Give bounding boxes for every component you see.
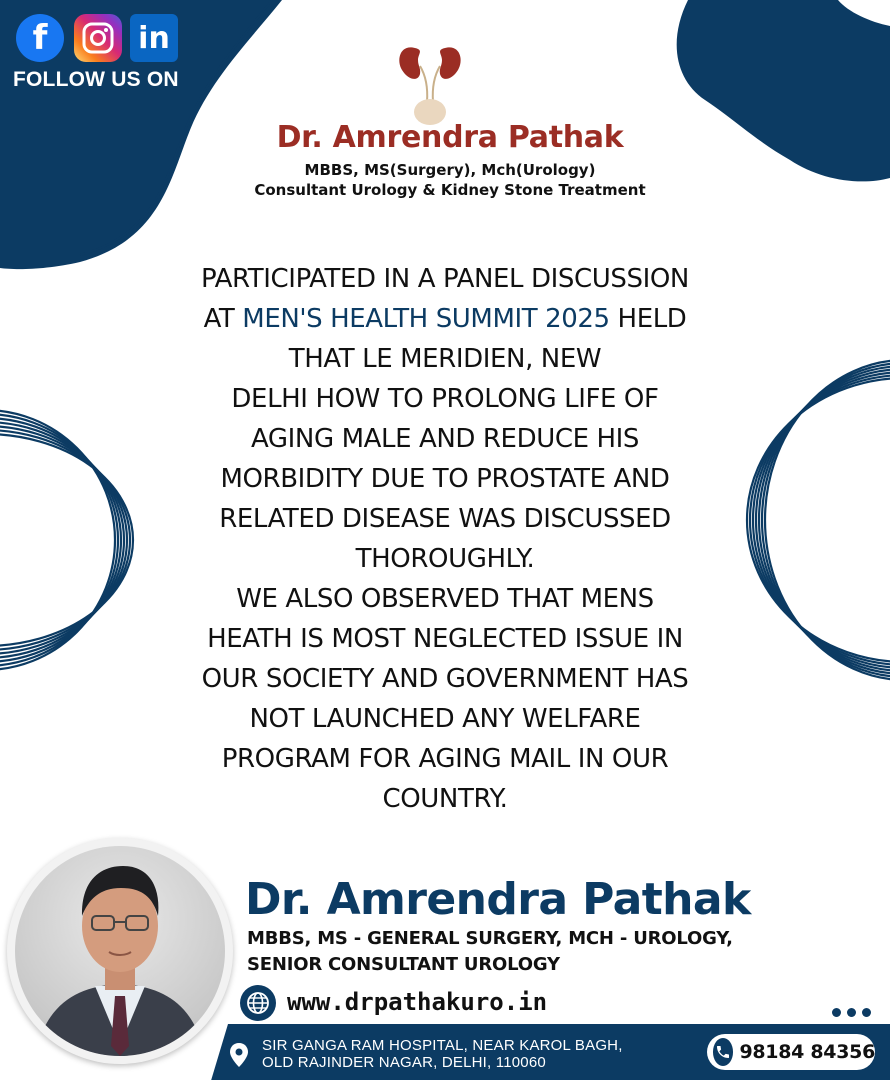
announcement-line: HEATH IS MOST NEGLECTED ISSUE IN [207,624,683,654]
website-link[interactable]: www.drpathakuro.in [287,988,548,1016]
more-dots-icon [832,1008,876,1020]
announcement-line: NOT LAUNCHED ANY WELFARE [249,704,641,734]
right-rings [747,360,890,680]
facebook-glyph: f [32,18,48,58]
phone-icon [713,1038,733,1066]
linkedin-glyph: in [138,20,170,56]
announcement-line: MORBIDITY DUE TO PROSTATE AND [220,464,670,494]
announcement-line: PARTICIPATED IN A PANEL DISCUSSION [201,264,689,294]
doctor-credentials: MBBS, MS - GENERAL SURGERY, MCH - UROLOGY, [247,928,733,949]
announcement-line [140,299,750,339]
avatar [15,846,225,1056]
phone-number: 98184 84356 [739,1041,875,1063]
announcement-line: RELATED DISEASE WAS DISCUSSED [219,504,671,534]
announcement-line: THAT LE MERIDIEN, NEW [288,344,602,374]
line-suffix: HELD [617,304,687,334]
line-prefix: AT [203,304,235,334]
announcement-line: DELHI HOW TO PROLONG LIFE OF [231,384,659,414]
doctor-title: SENIOR CONSULTANT UROLOGY [247,954,560,975]
linkedin-icon[interactable] [130,14,178,62]
announcement-line: COUNTRY. [382,784,508,814]
left-rings [0,410,133,670]
location-pin-icon [228,1042,250,1068]
announcement-line: WE ALSO OBSERVED THAT MENS [236,584,654,614]
follow-us-label: FOLLOW US ON [13,68,179,91]
top-right-blob [677,0,890,181]
kidney-logo-icon [399,47,460,125]
instagram-icon[interactable] [74,14,122,62]
address-line-1: SIR GANGA RAM HOSPITAL, NEAR KAROL BAGH, [262,1037,623,1054]
globe-icon [240,985,276,1021]
phone-button[interactable] [707,1034,875,1070]
logo-name: Dr. Amrendra Pathak [276,120,624,155]
announcement-line: PROGRAM FOR AGING MAIL IN OUR [221,744,669,774]
announcement-line: AGING MALE AND REDUCE HIS [250,424,640,454]
logo-credentials: MBBS, MS(Surgery), Mch(Urology) [304,161,596,179]
doctor-portrait [15,846,225,1056]
facebook-icon[interactable] [16,14,64,62]
announcement-text [140,259,750,819]
announcement-line: OUR SOCIETY AND GOVERNMENT HAS [201,664,689,694]
instagram-glyph [81,21,115,55]
logo-specialty: Consultant Urology & Kidney Stone Treatment [254,181,646,199]
address-line-2: OLD RAJINDER NAGAR, DELHI, 110060 [262,1054,546,1071]
doctor-name: Dr. Amrendra Pathak [245,874,751,925]
announcement-line: THOROUGHLY. [355,544,535,574]
event-name: MEN'S HEALTH SUMMIT 2025 [242,304,610,334]
